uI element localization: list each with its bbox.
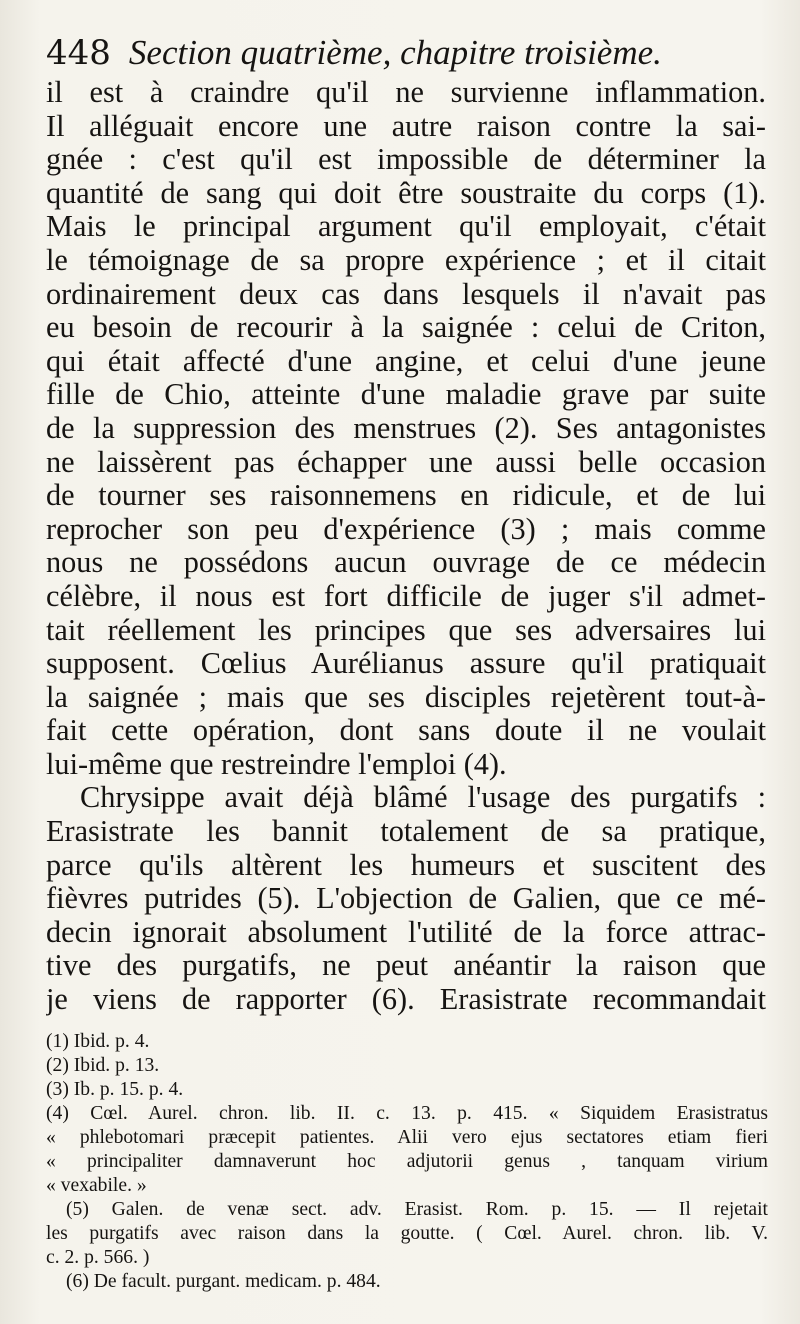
paragraph-1 bbox=[46, 76, 766, 781]
text-line: gnée : c'est qu'il est impossible de déterminer la bbox=[46, 143, 766, 177]
footnote-5-cont: les purgatifs avec raison dans la goutte. ( Cœl. Aurel. chron. lib. V. bbox=[46, 1223, 768, 1244]
page-number: 448 bbox=[46, 33, 111, 73]
text-line: Erasistrate les bannit totalement de sa pratique, bbox=[46, 815, 766, 849]
text-line: célèbre, il nous est fort difficile de juger s'il admet- bbox=[46, 579, 766, 613]
text-line: tait réellement les principes que ses adversaires lui bbox=[46, 613, 766, 647]
text-line: nous ne possédons aucun ouvrage de ce médecin bbox=[46, 546, 766, 580]
text-line: Chrysippe avait déjà blâmé l'usage des purgatifs : bbox=[80, 781, 766, 815]
text-line: ne laissèrent pas échapper une aussi belle occasion bbox=[46, 445, 766, 479]
footnote-4-cont: « phlebotomari præcepit patientes. Alii vero ejus sectatores etiam fieri bbox=[46, 1127, 768, 1148]
text-line: supposent. Cœlius Aurélianus assure qu'il pratiquait bbox=[46, 647, 766, 681]
text-line: quantité de sang qui doit être soustraite du corps (1). bbox=[46, 176, 766, 210]
footnote-2: (2) Ibid. p. 13. bbox=[46, 1055, 160, 1076]
footnote-4: (4) Cœl. Aurel. chron. lib. II. c. 13. p. 415. « Siquidem Erasistratus bbox=[46, 1103, 768, 1124]
footnote-5: (5) Galen. de venæ sect. adv. Erasist. Rom. p. 15. — Il rejetait bbox=[66, 1199, 768, 1220]
text-line: le témoignage de sa propre expérience ; et il citait bbox=[46, 243, 766, 277]
text-line: la saignée ; mais que ses disciples rejetèrent tout-à- bbox=[46, 680, 766, 714]
text-line: Mais le principal argument qu'il employait, c'était bbox=[46, 210, 766, 244]
text-line: fièvres putrides (5). L'objection de Galien, que ce mé- bbox=[46, 882, 766, 916]
text-line: reprocher son peu d'expérience (3) ; mais comme bbox=[46, 512, 766, 546]
footnote-4-end: « vexabile. » bbox=[46, 1175, 147, 1196]
footnote-1: (1) Ibid. p. 4. bbox=[46, 1031, 150, 1052]
text-line: il est à craindre qu'il ne survienne inflammation. bbox=[46, 76, 766, 109]
footnote-5-end: c. 2. p. 566. ) bbox=[46, 1247, 150, 1268]
body-text bbox=[46, 76, 766, 1017]
running-title: Section quatrième, chapitre troisième. bbox=[128, 33, 662, 72]
text-line: tive des purgatifs, ne peut anéantir la raison que bbox=[46, 949, 766, 983]
text-line: Il alléguait encore une autre raison contre la sai- bbox=[46, 109, 766, 143]
text-line: fait cette opération, dont sans doute il ne voulait bbox=[46, 714, 766, 748]
text-line: fille de Chio, atteinte d'une maladie grave par suite bbox=[46, 378, 766, 412]
text-line: je viens de rapporter (6). Erasistrate recommandait bbox=[46, 983, 766, 1017]
footnote-4-cont: « principaliter damnaverunt hoc adjutorii genus , tanquam virium bbox=[46, 1151, 768, 1172]
text-line: lui-même que restreindre l'emploi (4). bbox=[46, 747, 507, 781]
paragraph-2 bbox=[46, 781, 766, 1016]
text-line: de tourner ses raisonnemens en ridicule, et de lui bbox=[46, 479, 766, 513]
text-line: eu besoin de recourir à la saignée : celui de Criton, bbox=[46, 311, 766, 345]
footnote-6: (6) De facult. purgant. medicam. p. 484. bbox=[66, 1271, 381, 1292]
text-line: qui était affecté d'une angine, et celui d'une jeune bbox=[46, 344, 766, 378]
footnotes bbox=[46, 1030, 768, 1294]
footnote-3: (3) Ib. p. 15. p. 4. bbox=[46, 1079, 184, 1100]
text-line: decin ignorait absolument l'utilité de la force attrac- bbox=[46, 915, 766, 949]
page-header bbox=[46, 30, 766, 76]
text-line: de la suppression des menstrues (2). Ses antagonistes bbox=[46, 411, 766, 445]
text-line: parce qu'ils altèrent les humeurs et suscitent des bbox=[46, 848, 766, 882]
text-line: ordinairement deux cas dans lesquels il n'avait pas bbox=[46, 277, 766, 311]
